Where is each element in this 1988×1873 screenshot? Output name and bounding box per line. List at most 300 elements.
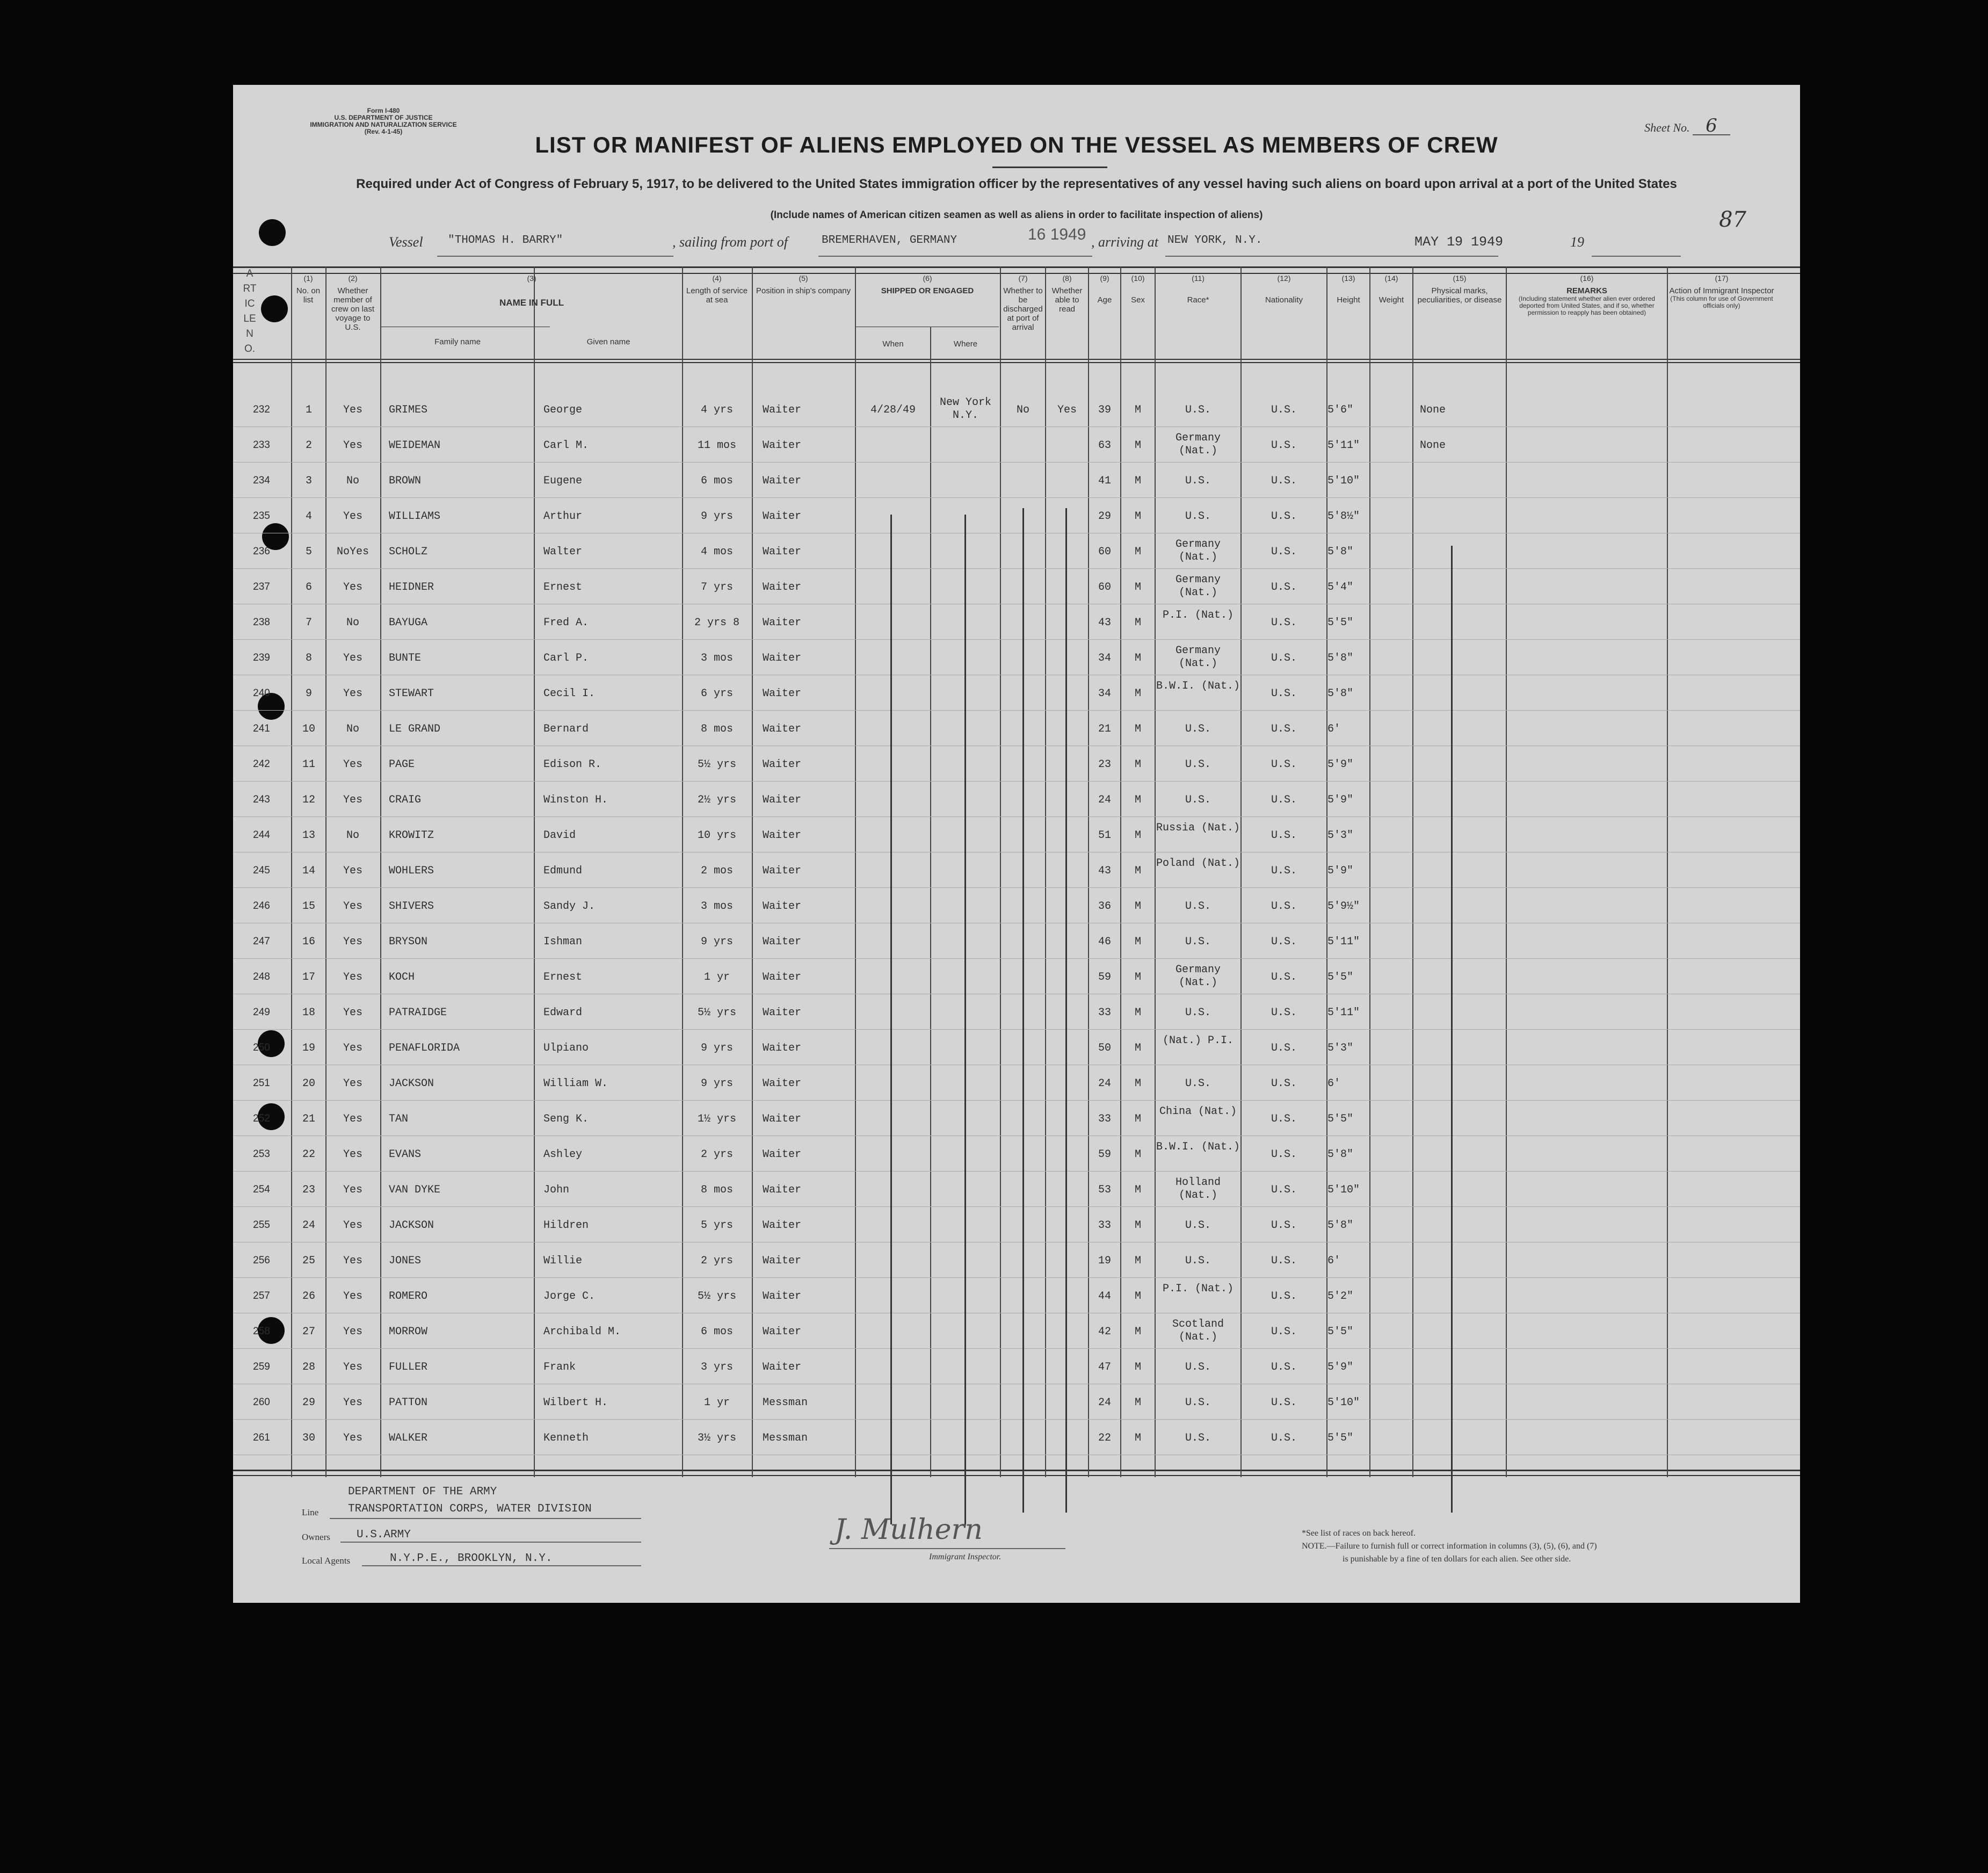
family-name-heading: Family name	[434, 337, 481, 346]
cell-position: Waiter	[763, 936, 802, 948]
cell-given-name: Jorge C.	[543, 1290, 596, 1303]
vessel-label: Vessel	[389, 234, 423, 250]
col-divider	[534, 266, 535, 1477]
cell-art-number: 244	[253, 829, 270, 841]
cell-age: 59	[1098, 971, 1111, 983]
cell-sex: M	[1134, 1219, 1141, 1232]
cell-nationality: U.S.	[1271, 404, 1297, 416]
cell-race: U.S.	[1185, 510, 1211, 523]
cell-service-length: 2 yrs 8	[694, 617, 739, 629]
cell-art-number: 236	[253, 546, 270, 557]
cell-sex: M	[1134, 475, 1141, 487]
cell-family-name: TAN	[389, 1113, 409, 1125]
row-rule	[233, 1206, 1800, 1207]
cell-given-name: Winston H.	[543, 794, 608, 806]
inspector-signature: J. Mulhern	[835, 1514, 983, 1546]
cell-last-voyage: Yes	[343, 1148, 362, 1161]
cell-position: Waiter	[763, 688, 802, 700]
cell-position: Waiter	[763, 1361, 802, 1373]
cell-service-length: 4 mos	[700, 546, 733, 558]
line-value-1: DEPARTMENT OF THE ARMY	[348, 1486, 497, 1498]
cell-list-number: 21	[302, 1113, 315, 1125]
cell-art-number: 250	[253, 1042, 270, 1053]
col-6-heading: (6) SHIPPED OR ENGAGED	[881, 274, 974, 295]
cell-family-name: BAYUGA	[389, 617, 428, 629]
cell-list-number: 24	[302, 1219, 315, 1232]
cell-service-length: 5½ yrs	[697, 1007, 736, 1019]
cell-art-number: 246	[253, 900, 270, 912]
cell-age: 47	[1098, 1361, 1111, 1373]
cell-position: Waiter	[763, 829, 802, 842]
col-1-heading: (1) No. on list	[296, 274, 321, 305]
cell-last-voyage: Yes	[343, 404, 362, 416]
cell-position: Waiter	[763, 1184, 802, 1196]
sailing-label: , sailing from port of	[672, 234, 788, 250]
cell-family-name: WOHLERS	[389, 865, 434, 877]
cell-height: 5'2"	[1327, 1290, 1354, 1303]
cell-last-voyage: Yes	[343, 758, 362, 771]
cell-position: Waiter	[763, 723, 802, 735]
cell-family-name: SCHOLZ	[389, 546, 428, 558]
cell-list-number: 16	[302, 936, 315, 948]
cell-age: 60	[1098, 581, 1111, 594]
cell-given-name: John	[543, 1184, 570, 1196]
cell-service-length: 8 mos	[700, 1184, 733, 1196]
cell-list-number: 20	[302, 1077, 315, 1090]
cell-position: Waiter	[763, 475, 802, 487]
cell-race: U.S.	[1185, 723, 1211, 735]
cell-list-number: 3	[305, 475, 312, 487]
crew-manifest-table	[233, 266, 1800, 1477]
cell-service-length: 3 yrs	[700, 1361, 733, 1373]
col-12-heading: (12) Nationality	[1265, 274, 1303, 305]
cell-race: U.S.	[1185, 1255, 1211, 1267]
cell-height: 5'8"	[1327, 688, 1354, 700]
cell-family-name: FULLER	[389, 1361, 428, 1373]
cell-service-length: 9 yrs	[700, 510, 733, 523]
cell-sex: M	[1134, 1432, 1141, 1444]
cell-nationality: U.S.	[1271, 1432, 1297, 1444]
cell-height: 5'11"	[1327, 1007, 1360, 1019]
cell-art-number: 245	[253, 865, 270, 876]
cell-family-name: EVANS	[389, 1148, 422, 1161]
cell-race: U.S.	[1185, 1361, 1211, 1373]
cell-service-length: 3 mos	[700, 652, 733, 664]
row-rule	[233, 426, 1800, 427]
cell-given-name: Ernest	[543, 971, 583, 983]
subtitle: Required under Act of Congress of February 5, 1917, to be delivered to the United States immigration officer by the representatives of any vessel having such aliens on board upon arrival at a port of the United States	[356, 177, 1677, 191]
cell-nationality: U.S.	[1271, 865, 1297, 877]
cell-last-voyage: No	[346, 475, 359, 487]
cell-nationality: U.S.	[1271, 652, 1297, 664]
cell-art-number: 232	[253, 404, 270, 415]
cell-age: 34	[1098, 652, 1111, 664]
cell-sex: M	[1134, 652, 1141, 664]
row-rule	[233, 887, 1800, 888]
line-label: Line	[302, 1507, 319, 1517]
cell-art-number: 260	[253, 1397, 270, 1408]
cell-sex: M	[1134, 758, 1141, 771]
cell-age: 42	[1098, 1326, 1111, 1338]
cell-race: U.S.	[1185, 900, 1211, 913]
cell-service-length: 2 yrs	[700, 1148, 733, 1161]
cell-nationality: U.S.	[1271, 936, 1297, 948]
cell-list-number: 5	[305, 546, 312, 558]
row-rule	[233, 710, 1800, 711]
cell-age: 19	[1098, 1255, 1111, 1267]
cell-age: 44	[1098, 1290, 1111, 1303]
cell-list-number: 2	[305, 439, 312, 452]
cell-list-number: 8	[305, 652, 312, 664]
cell-nationality: U.S.	[1271, 1361, 1297, 1373]
cell-given-name: Ishman	[543, 936, 583, 948]
cell-given-name: Carl M.	[543, 439, 589, 452]
cell-race: Germany (Nat.)	[1175, 645, 1221, 670]
cell-last-voyage: Yes	[343, 1290, 362, 1303]
cell-family-name: PENAFLORIDA	[389, 1042, 460, 1054]
cell-age: 33	[1098, 1113, 1111, 1125]
sailing-date-stamp: 16 1949	[1028, 226, 1086, 243]
cell-height: 6'	[1327, 723, 1341, 735]
cell-race: U.S.	[1185, 1077, 1211, 1090]
col-3-heading: (3) NAME IN FULL	[499, 274, 564, 308]
local-agents-label: Local Agents	[302, 1556, 351, 1566]
cell-service-length: 5½ yrs	[697, 1290, 736, 1303]
cell-family-name: SHIVERS	[389, 900, 434, 913]
cell-given-name: Walter	[543, 546, 583, 558]
cell-service-length: 1½ yrs	[697, 1113, 736, 1125]
cell-service-length: 4 yrs	[700, 404, 733, 416]
cell-art-number: 255	[253, 1219, 270, 1231]
cell-last-voyage: Yes	[343, 1432, 362, 1444]
cell-race: U.S.	[1185, 1432, 1211, 1444]
arrival-date: MAY 19 1949	[1414, 234, 1504, 250]
form-identifier: Form I-480 U.S. DEPARTMENT OF JUSTICE IMMIGRATION AND NATURALIZATION SERVICE (Rev. 4-1-45)	[310, 107, 457, 135]
cell-last-voyage: Yes	[343, 971, 362, 983]
ditto-stroke	[1022, 508, 1024, 1513]
cell-height: 5'5"	[1327, 1432, 1354, 1444]
cell-nationality: U.S.	[1271, 1007, 1297, 1019]
cell-family-name: PATRAIDGE	[389, 1007, 447, 1019]
cell-age: 24	[1098, 1397, 1111, 1409]
owners-label: Owners	[302, 1532, 330, 1542]
cell-list-number: 23	[302, 1184, 315, 1196]
cell-race: P.I. (Nat.)	[1162, 609, 1234, 621]
cell-height: 5'9"	[1327, 758, 1354, 771]
cell-age: 39	[1098, 404, 1111, 416]
cell-discharge: No	[1016, 404, 1029, 416]
col-11-heading: (11) Race*	[1187, 274, 1209, 305]
cell-height: 5'3"	[1327, 829, 1354, 842]
cell-race: U.S.	[1185, 758, 1211, 771]
cell-list-number: 19	[302, 1042, 315, 1054]
cell-height: 5'9"	[1327, 865, 1354, 877]
where-heading: Where	[953, 339, 978, 349]
cell-last-voyage: Yes	[343, 1361, 362, 1373]
sheet-number-label: Sheet No.	[1644, 121, 1690, 134]
cell-given-name: Wilbert H.	[543, 1397, 608, 1409]
cell-family-name: JACKSON	[389, 1077, 434, 1090]
cell-age: 51	[1098, 829, 1111, 842]
cell-sex: M	[1134, 404, 1141, 416]
cell-height: 5'10"	[1327, 1397, 1360, 1409]
cell-art-number: 248	[253, 971, 270, 982]
col-15-heading: (15) Physical marks, peculiarities, or disease	[1417, 274, 1502, 305]
cell-race: P.I. (Nat.)	[1162, 1283, 1234, 1295]
cell-sex: M	[1134, 1290, 1141, 1303]
penalty-note-2: is punishable by a fine of ten dollars for each alien. See other side.	[1343, 1554, 1571, 1564]
cell-art-number: 237	[253, 581, 270, 592]
cell-list-number: 6	[305, 581, 312, 594]
cell-age: 50	[1098, 1042, 1111, 1054]
cell-height: 5'4"	[1327, 581, 1354, 594]
cell-family-name: PAGE	[389, 758, 415, 771]
cell-family-name: HEIDNER	[389, 581, 434, 594]
cell-list-number: 9	[305, 688, 312, 700]
cell-height: 5'8"	[1327, 546, 1354, 558]
cell-nationality: U.S.	[1271, 829, 1297, 842]
cell-position: Waiter	[763, 404, 802, 416]
row-rule	[233, 1277, 1800, 1278]
cell-nationality: U.S.	[1271, 723, 1297, 735]
cell-race: Scotland (Nat.)	[1172, 1318, 1224, 1343]
cell-list-number: 28	[302, 1361, 315, 1373]
cell-given-name: Edward	[543, 1007, 583, 1019]
cell-race: B.W.I. (Nat.)	[1156, 1141, 1240, 1153]
col-17-heading: (17) Action of Immigrant Inspector (This column for use of Government officials only)	[1669, 274, 1774, 309]
row-rule	[233, 639, 1800, 640]
cell-sex: M	[1134, 1397, 1141, 1409]
cell-sex: M	[1134, 1007, 1141, 1019]
cell-art-number: 243	[253, 794, 270, 805]
cell-service-length: 3½ yrs	[697, 1432, 736, 1444]
cell-shipped-where: New York N.Y.	[939, 396, 991, 422]
cell-position: Waiter	[763, 1113, 802, 1125]
col-divider	[855, 266, 856, 1477]
cell-given-name: Sandy J.	[543, 900, 596, 913]
cell-age: 34	[1098, 688, 1111, 700]
ditto-stroke	[1065, 508, 1067, 1513]
cell-last-voyage: Yes	[343, 1397, 362, 1409]
cell-given-name: Kenneth	[543, 1432, 589, 1444]
cell-list-number: 26	[302, 1290, 315, 1303]
page-title: LIST OR MANIFEST OF ALIENS EMPLOYED ON THE VESSEL AS MEMBERS OF CREW	[535, 132, 1498, 157]
cell-art-number: 242	[253, 758, 270, 770]
cell-position: Waiter	[763, 439, 802, 452]
cell-art-number: 235	[253, 510, 270, 522]
year-label: 19	[1570, 234, 1584, 250]
cell-age: 60	[1098, 546, 1111, 558]
cell-height: 5'11"	[1327, 936, 1360, 948]
cell-last-voyage: Yes	[343, 510, 362, 523]
cell-family-name: WALKER	[389, 1432, 428, 1444]
cell-position: Waiter	[763, 617, 802, 629]
cell-height: 5'11"	[1327, 439, 1360, 452]
owners-value: U.S.ARMY	[357, 1529, 411, 1541]
row-rule	[233, 497, 1800, 498]
subtitle-note: (Include names of American citizen seamen as well as aliens in order to facilitate inspection of aliens)	[770, 209, 1263, 221]
cell-service-length: 6 yrs	[700, 688, 733, 700]
col-16-heading: (16) REMARKS (Including statement whether alien ever ordered deported from United States, and if so, whether permission to reapply has been obtained)	[1518, 274, 1656, 316]
cell-height: 5'6"	[1327, 404, 1354, 416]
ditto-stroke	[1451, 546, 1453, 1513]
cell-family-name: WEIDEMAN	[389, 439, 441, 452]
port-to: NEW YORK, N.Y.	[1167, 234, 1263, 247]
cell-nationality: U.S.	[1271, 475, 1297, 487]
cell-height: 5'5"	[1327, 1113, 1354, 1125]
cell-family-name: ROMERO	[389, 1290, 428, 1303]
cell-race: B.W.I. (Nat.)	[1156, 680, 1240, 692]
cell-given-name: David	[543, 829, 576, 842]
row-rule	[233, 568, 1800, 569]
cell-race: Germany (Nat.)	[1175, 964, 1221, 989]
cell-position: Waiter	[763, 1007, 802, 1019]
vessel-underline	[437, 256, 673, 257]
col-8-heading: (8) Whether able to read	[1051, 274, 1083, 314]
cell-family-name: KOCH	[389, 971, 415, 983]
cell-last-voyage: Yes	[343, 1113, 362, 1125]
cell-given-name: Frank	[543, 1361, 576, 1373]
cell-sex: M	[1134, 510, 1141, 523]
cell-last-voyage: No	[346, 829, 359, 842]
cell-service-length: 1 yr	[703, 971, 730, 983]
cell-last-voyage: Yes	[343, 1255, 362, 1267]
cell-last-voyage: NoYes	[336, 546, 369, 558]
ditto-stroke	[964, 515, 966, 1524]
cell-last-voyage: Yes	[343, 1219, 362, 1232]
cell-position: Waiter	[763, 652, 802, 664]
cell-list-number: 12	[302, 794, 315, 806]
col-divider	[1045, 266, 1046, 1477]
cell-family-name: STEWART	[389, 688, 434, 700]
cell-family-name: BRYSON	[389, 936, 428, 948]
cell-family-name: CRAIG	[389, 794, 422, 806]
handwritten-page-mark: 87	[1719, 207, 1746, 232]
cell-position: Waiter	[763, 865, 802, 877]
cell-height: 6'	[1327, 1077, 1341, 1090]
cell-art-number: 241	[253, 723, 270, 734]
local-agents-value: N.Y.P.E., BROOKLYN, N.Y.	[390, 1552, 553, 1565]
cell-art-number: 256	[253, 1255, 270, 1266]
cell-list-number: 30	[302, 1432, 315, 1444]
cell-service-length: 2 yrs	[700, 1255, 733, 1267]
cell-height: 6'	[1327, 1255, 1341, 1267]
cell-height: 5'10"	[1327, 1184, 1360, 1196]
row-rule	[233, 1348, 1800, 1349]
cell-given-name: Ulpiano	[543, 1042, 589, 1054]
cell-last-voyage: Yes	[343, 688, 362, 700]
cell-position: Waiter	[763, 1255, 802, 1267]
arriving-label: , arriving at	[1091, 234, 1158, 250]
cell-height: 5'5"	[1327, 1326, 1354, 1338]
table-top-rule	[233, 266, 1800, 268]
cell-list-number: 4	[305, 510, 312, 523]
cell-able-to-read: Yes	[1057, 404, 1077, 416]
cell-height: 5'9½"	[1327, 900, 1360, 913]
cell-service-length: 11 mos	[697, 439, 736, 452]
cell-last-voyage: No	[346, 723, 359, 735]
local-agents-underline	[362, 1565, 641, 1566]
cell-height: 5'10"	[1327, 475, 1360, 487]
cell-position: Waiter	[763, 971, 802, 983]
cell-race: (Nat.) P.I.	[1162, 1035, 1234, 1047]
cell-list-number: 15	[302, 900, 315, 913]
cell-nationality: U.S.	[1271, 758, 1297, 771]
cell-last-voyage: Yes	[343, 865, 362, 877]
cell-age: 24	[1098, 1077, 1111, 1090]
cell-given-name: Carl P.	[543, 652, 589, 664]
cell-age: 22	[1098, 1432, 1111, 1444]
cell-race: Holland (Nat.)	[1175, 1176, 1221, 1202]
cell-last-voyage: Yes	[343, 794, 362, 806]
cell-last-voyage: Yes	[343, 652, 362, 664]
header-bottom-rule-2	[233, 362, 1800, 363]
cell-position: Waiter	[763, 1290, 802, 1303]
cell-given-name: Eugene	[543, 475, 583, 487]
cell-given-name: Edmund	[543, 865, 583, 877]
cell-race: U.S.	[1185, 794, 1211, 806]
cell-shipped-when: 4/28/49	[870, 404, 916, 416]
cell-sex: M	[1134, 794, 1141, 806]
cell-list-number: 18	[302, 1007, 315, 1019]
cell-position: Waiter	[763, 1219, 802, 1232]
cell-given-name: George	[543, 404, 583, 416]
cell-given-name: Bernard	[543, 723, 589, 735]
cell-position: Waiter	[763, 581, 802, 594]
cell-age: 43	[1098, 865, 1111, 877]
cell-service-length: 3 mos	[700, 900, 733, 913]
cell-age: 33	[1098, 1007, 1111, 1019]
col-divider	[1506, 266, 1507, 1477]
cell-given-name: William W.	[543, 1077, 608, 1090]
cell-sex: M	[1134, 688, 1141, 700]
cell-service-length: 1 yr	[703, 1397, 730, 1409]
cell-age: 23	[1098, 758, 1111, 771]
punch-hole	[259, 219, 286, 246]
cell-family-name: JACKSON	[389, 1219, 434, 1232]
cell-sex: M	[1134, 617, 1141, 629]
cell-art-number: 257	[253, 1290, 270, 1301]
cell-physical-marks: None	[1420, 404, 1446, 416]
cell-given-name: Fred A.	[543, 617, 589, 629]
port-from: BREMERHAVEN, GERMANY	[822, 234, 957, 247]
cell-race: U.S.	[1185, 1397, 1211, 1409]
cell-nationality: U.S.	[1271, 688, 1297, 700]
cell-age: 36	[1098, 900, 1111, 913]
col-divider	[930, 327, 931, 1477]
cell-height: 5'8"	[1327, 1219, 1354, 1232]
row-rule	[233, 1419, 1800, 1420]
col-13-heading: (13) Height	[1337, 274, 1360, 305]
cell-position: Waiter	[763, 1077, 802, 1090]
cell-sex: M	[1134, 1255, 1141, 1267]
cell-art-number: 258	[253, 1326, 270, 1337]
cell-sex: M	[1134, 1326, 1141, 1338]
cell-nationality: U.S.	[1271, 1077, 1297, 1090]
cell-art-number: 252	[253, 1113, 270, 1124]
cell-family-name: WILLIAMS	[389, 510, 441, 523]
col-14-heading: (14) Weight	[1378, 274, 1404, 305]
cell-position: Waiter	[763, 1148, 802, 1161]
cell-last-voyage: Yes	[343, 1007, 362, 1019]
cell-nationality: U.S.	[1271, 1397, 1297, 1409]
cell-physical-marks: None	[1420, 439, 1446, 452]
cell-service-length: 2½ yrs	[697, 794, 736, 806]
cell-given-name: Edison R.	[543, 758, 602, 771]
cell-age: 43	[1098, 617, 1111, 629]
cell-last-voyage: Yes	[343, 1042, 362, 1054]
cell-sex: M	[1134, 1148, 1141, 1161]
